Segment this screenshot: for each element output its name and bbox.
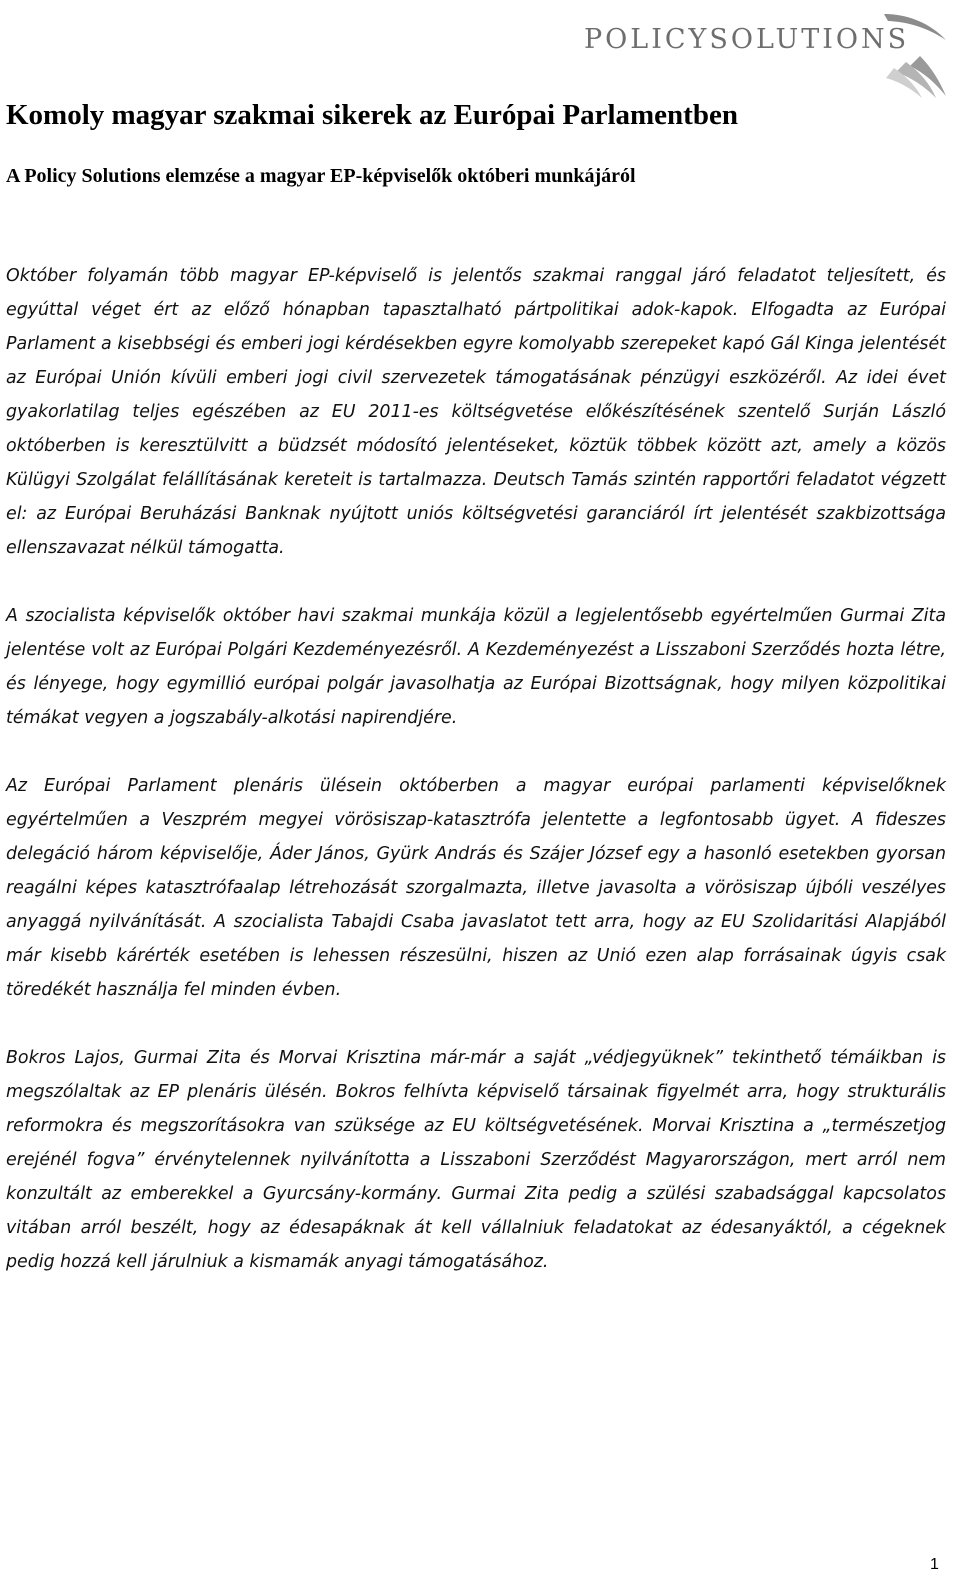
paragraph-4: Bokros Lajos, Gurmai Zita és Morvai Krisztina már-már a saját „védjegyüknek” tekinthető témáikban is megszólaltak az EP plenáris ülésén. Bokros felhívta képviselő társainak figyelmét arra, hogy strukturális reformokra és megszorításokra van szüksége az EU költségvetésének. Morvai Krisztina a „természetjog erejénél fogva” érvénytelennek nyilvánította a Lisszaboni Szerződést Magyarországon, mert arról nem konzultált az emberekkel a Gyurcsány-kormány. Gurmai Zita pedig a szülési szabadsággal kapcsolatos vitában arról beszélt, hogy az édesapáknak át kell vállalniuk feladatokat az édesanyáktól, a cégeknek pedig hozzá kell járulniuk a kismamák anyagi támogatásához. xyxy=(6,1048,946,1272)
page-number: 1 xyxy=(930,1556,939,1573)
paragraph-2: A szocialista képviselők október havi szakmai munkája közül a legjelentősebb egyértelműen Gurmai Zita jelentése volt az Európai Polgári Kezdeményezésről. A Kezdeményezést a Lisszaboni Szerződés hozta létre, és lényege, hogy egymillió európai polgár javasolhatja az Európai Bizottságnak, hogy milyen közpolitikai témákat vegyen a jogszabály-alkotási napirendjére. xyxy=(6,606,946,728)
paragraph-1: Október folyamán több magyar EP-képviselő is jelentős szakmai ranggal járó feladatot teljesített, és egyúttal véget ért az előző hónapban tapasztalható pártpolitikai adok-kapok. Elfogadta az Európai Parlament a kisebbségi és emberi jogi kérdésekben egyre komolyabb szerepeket kapó Gál Kinga jelentését az Európai Unión kívüli emberi jogi civil szervezetek támogatásának pénzügyi eszközéről. Az idei évet gyakorlatilag teljes egészében az EU 2011-es költségvetése előkészítésének szentelő Surján László októberben is keresztülvitt a büdzsét módosító jelentéseket, köztük többek között azt, amely a közös Külügyi Szolgálat felállításának kereteit is tartalmazza. Deutsch Tamás szintén rapportőri feladatot végzett el: az Európai Beruházási Banknak nyújtott uniós költségvetési garanciáról írt jelentését szakbizottsága ellenszavazat nélkül támogatta. xyxy=(6,266,946,558)
logo-wordmark: POLICYSOLUTIONS xyxy=(584,24,910,55)
paragraph-3: Az Európai Parlament plenáris ülésein októberben a magyar európai parlamenti képviselőknek egyértelműen a Veszprém megyei vörösiszap-katasztrófa jelentette a legfontosabb ügyet. A fideszes delegáció három képviselője, Áder János, Gyürk András és Szájer József egy a hasonló esetekben gyorsan reagálni képes katasztrófaalap létrehozását szorgalmazta, illetve javasolta a vörösiszap újbóli veszélyes anyaggá nyilvánítását. A szocialista Tabajdi Csaba javaslatot tett arra, hogy az EU Szolidaritási Alapjából már kisebb kárérték esetében is lehessen részesülni, hiszen az Unió ezen alap forrásainak úgyis csak töredékét használja fel minden évben. xyxy=(6,776,946,1000)
document-subtitle: A Policy Solutions elemzése a magyar EP-képviselők októberi munkájáról xyxy=(6,165,636,187)
policy-solutions-logo xyxy=(584,12,954,98)
document-title: Komoly magyar szakmai sikerek az Európai Parlamentben xyxy=(6,99,738,131)
document-body xyxy=(6,259,946,1313)
